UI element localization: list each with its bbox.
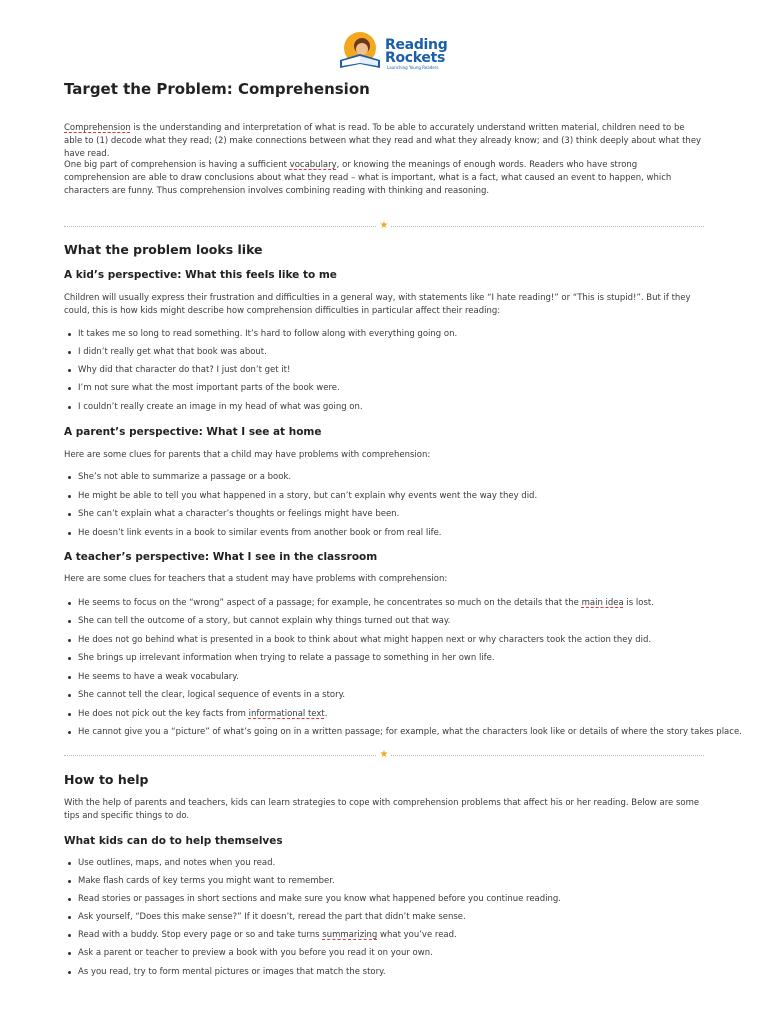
summarizing-glossary-link[interactable]: summarizing [322, 930, 378, 940]
list-item: I couldn’t really create an image in my head of what was going on. [78, 402, 363, 412]
list-item: He does not go behind what is presented in a book to think about what might happen next or why characters took the action they did. [78, 635, 652, 645]
informational-text-glossary-link[interactable]: informational text [248, 709, 325, 719]
list-item: Use outlines, maps, and notes when you read. [78, 858, 276, 868]
kid-perspective-heading: A kid’s perspective: What this feels like to me [64, 269, 337, 281]
logo-tagline: Launching Young Readers [387, 65, 439, 70]
logo-wordmark-line1: Reading [385, 37, 448, 53]
page-title: Target the Problem: Comprehension [64, 80, 370, 98]
how-to-help-text: With the help of parents and teachers, kids can learn strategies to cope with comprehension problems that affect his or her reading. Below are some tips and specific things to do. [64, 798, 700, 821]
list-item: I’m not sure what the most important parts of the book were. [78, 383, 340, 393]
teacher-perspective-heading: A teacher’s perspective: What I see in the classroom [64, 551, 378, 563]
intro-paragraph-1: Comprehension is the understanding and interpretation of what is read. To be able to accurately understand written material, children need to be able to (1) decode what they read; (2) make connections between what they read and what they already know; and (3) think deeply about what they have read. [64, 123, 702, 159]
star-icon: ★ [377, 221, 391, 231]
list-item: Read with a buddy. Stop every page or so and take turns summarizing what you’ve read. [78, 930, 457, 940]
star-icon: ★ [377, 750, 391, 760]
list-item: As you read, try to form mental pictures or images that match the story. [78, 967, 386, 977]
reading-rockets-logo[interactable] [336, 30, 446, 74]
parent-perspective-heading: A parent’s perspective: What I see at home [64, 426, 322, 438]
rocket-reader-icon [336, 30, 384, 74]
main-idea-glossary-link[interactable]: main idea [581, 598, 624, 608]
list-item: She’s not able to summarize a passage or a book. [78, 472, 292, 482]
vocabulary-glossary-link[interactable]: vocabulary [289, 160, 337, 170]
list-item: She can’t explain what a character’s thoughts or feelings might have been. [78, 509, 400, 519]
list-item: She can tell the outcome of a story, but cannot explain why things turned out that way. [78, 616, 451, 626]
list-item: He seems to have a weak vocabulary. [78, 672, 239, 682]
list-item: Ask a parent or teacher to preview a book with you before you read it on your own. [78, 948, 433, 958]
list-item: He doesn’t link events in a book to similar events from another book or from real life. [78, 528, 442, 538]
kid-perspective-text: Children will usually express their frustration and difficulties in a general way, with statements like “I hate reading!” or “This is stupid!”. But if they could, this is how kids might describe how comprehension difficulties in particular affect their reading: [64, 293, 691, 316]
list-item: Ask yourself, “Does this make sense?” If it doesn’t, reread the part that didn’t make sense. [78, 912, 466, 922]
comprehension-glossary-link[interactable]: Comprehension [64, 123, 131, 133]
list-item: She brings up irrelevant information when trying to relate a passage to something in her own life. [78, 653, 495, 663]
list-item: He cannot give you a “picture” of what’s going on in a written passage; for example, what the characters look like or details of where the story takes place. [78, 727, 742, 737]
intro-paragraph-2: One big part of comprehension is having a sufficient vocabulary, or knowing the meanings of enough words. Readers who have strong comprehension are able to draw conclusions about what they read – what is important, what is a fact, what caused an event to happen, which characters are funny. Thus comprehension involves combining reading with thinking and reasoning. [64, 160, 672, 196]
list-item: Read stories or passages in short sections and make sure you know what happened before you continue reading. [78, 894, 562, 904]
section-heading-problem: What the problem looks like [64, 242, 263, 257]
kids-help-heading: What kids can do to help themselves [64, 835, 283, 847]
teacher-perspective-text: Here are some clues for teachers that a student may have problems with comprehension: [64, 574, 448, 584]
section-heading-how-to-help: How to help [64, 772, 149, 787]
list-item: He seems to focus on the “wrong” aspect of a passage; for example, he concentrates so much on the details that the main idea is lost. [78, 598, 654, 608]
list-item: Make flash cards of key terms you might want to remember. [78, 876, 335, 886]
list-item: He does not pick out the key facts from informational text. [78, 709, 328, 719]
list-item: She cannot tell the clear, logical sequence of events in a story. [78, 690, 346, 700]
list-item: It takes me so long to read something. It’s hard to follow along with everything going on. [78, 329, 458, 339]
logo-wordmark-line2: Rockets [385, 50, 446, 66]
parent-perspective-text: Here are some clues for parents that a child may have problems with comprehension: [64, 450, 431, 460]
list-item: Why did that character do that? I just don’t get it! [78, 365, 291, 375]
list-item: I didn’t really get what that book was about. [78, 347, 267, 357]
list-item: He might be able to tell you what happened in a story, but can’t explain why events went the way they did. [78, 491, 538, 501]
